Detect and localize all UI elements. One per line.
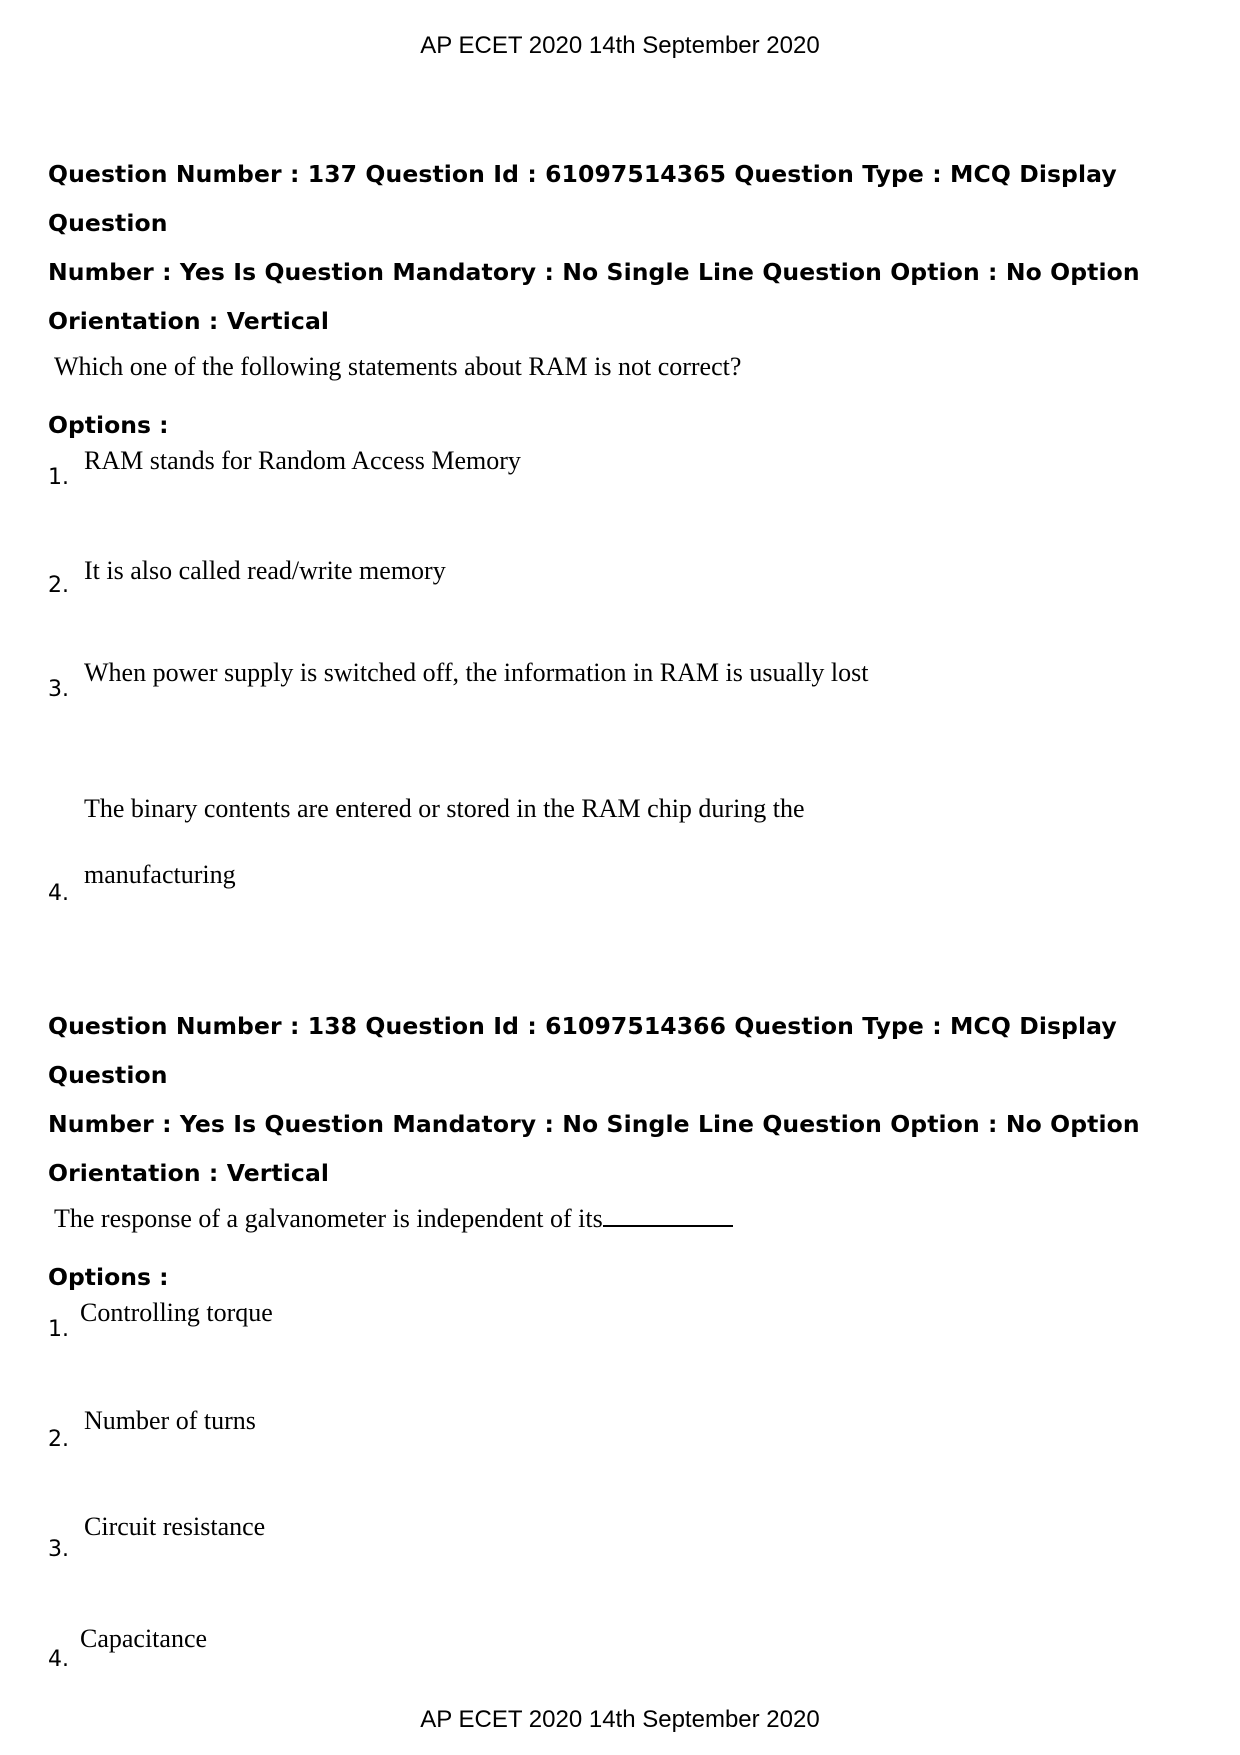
option-number: 4. — [48, 881, 69, 906]
question-text-content: The response of a galvanometer is independent of its — [54, 1204, 603, 1233]
question-block — [48, 150, 1208, 906]
option-text: Circuit resistance — [84, 1512, 266, 1541]
option-item — [48, 443, 1208, 559]
option-number: 1. — [48, 1317, 69, 1342]
answer-blank — [603, 1203, 733, 1227]
question-meta-line: Orientation : Vertical — [48, 1159, 330, 1187]
option-number: 2. — [48, 1427, 69, 1452]
page-footer: AP ECET 2020 14th September 2020 — [420, 1706, 820, 1733]
question-meta-line: Orientation : Vertical — [48, 307, 330, 335]
option-text: The binary contents are entered or stored in the RAM chip during the — [84, 794, 805, 823]
question-meta-line: Question Number : 137 Question Id : 61097514365 Question Type : MCQ Display Question — [48, 160, 1117, 237]
option-item — [48, 1512, 1208, 1637]
option-text: It is also called read/write memory — [84, 556, 446, 585]
question-meta-line: Number : Yes Is Question Mandatory : No Single Line Question Option : No Option — [48, 1110, 1140, 1138]
option-number: 4. — [48, 1647, 69, 1672]
options-label: Options : — [48, 411, 169, 439]
option-item — [48, 658, 1208, 777]
option-number: 1. — [48, 465, 69, 490]
option-item — [48, 1406, 1208, 1523]
question-text — [54, 1201, 1208, 1237]
question-meta-line: Number : Yes Is Question Mandatory : No Single Line Question Option : No Option — [48, 258, 1140, 286]
option-text: RAM stands for Random Access Memory — [84, 446, 521, 475]
option-number: 2. — [48, 573, 69, 598]
option-item — [48, 777, 1208, 906]
option-text: Controlling torque — [80, 1298, 273, 1327]
question-block — [48, 1002, 1208, 1697]
option-text: When power supply is switched off, the information in RAM is usually lost — [84, 658, 869, 687]
option-item — [48, 1624, 1208, 1697]
question-meta-line: Question Number : 138 Question Id : 61097514366 Question Type : MCQ Display Question — [48, 1012, 1117, 1089]
option-text: manufacturing — [84, 860, 236, 889]
page-header: AP ECET 2020 14th September 2020 — [420, 32, 820, 59]
option-text: Number of turns — [84, 1406, 256, 1435]
question-text: Which one of the following statements about RAM is not correct? — [54, 352, 742, 381]
options-label: Options : — [48, 1263, 169, 1291]
option-text: Capacitance — [80, 1624, 208, 1653]
option-number: 3. — [48, 677, 69, 702]
option-item — [48, 1295, 1208, 1409]
option-number: 3. — [48, 1537, 69, 1562]
